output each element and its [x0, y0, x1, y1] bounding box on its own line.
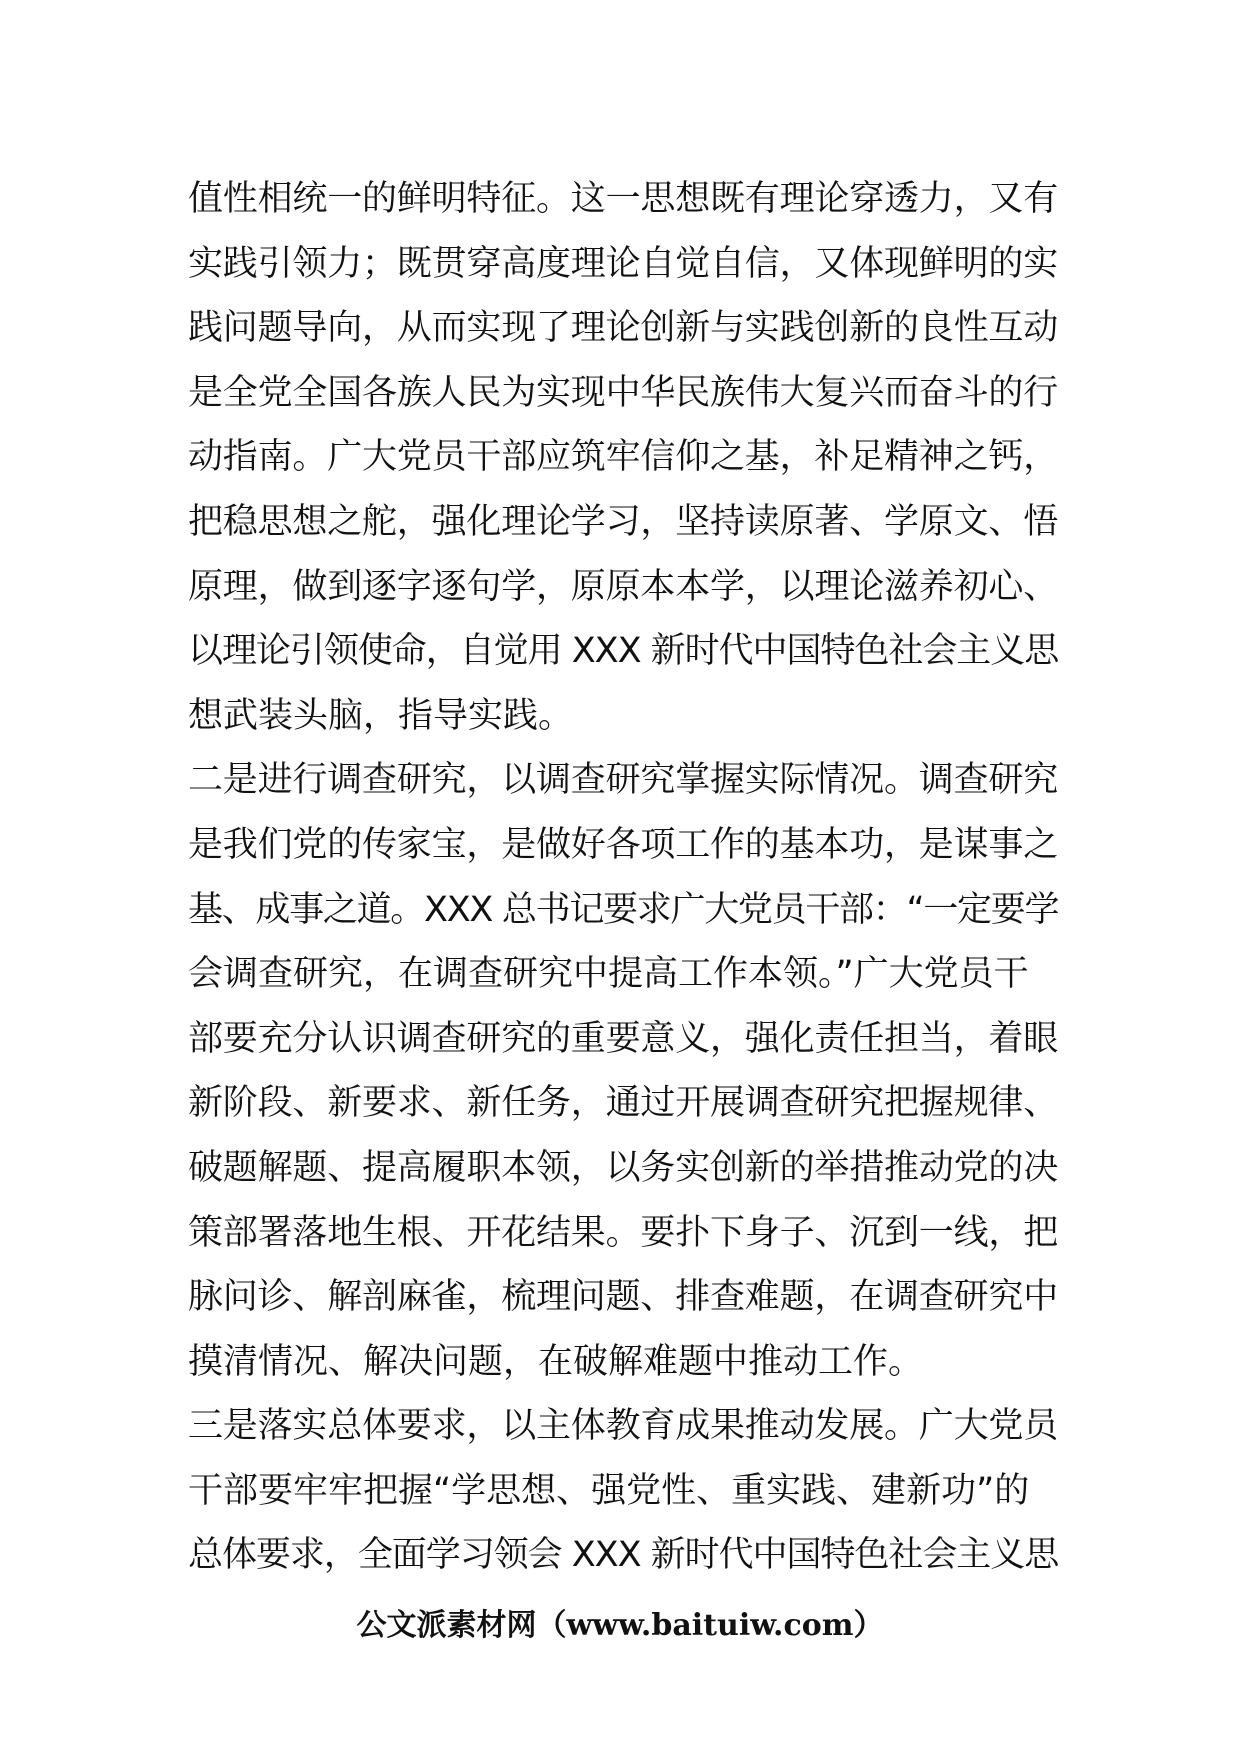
body-text [188, 167, 1058, 1588]
text-line-7: 原理，做到逐字逐句学，原原本本学，以理论滋养初心、 [188, 566, 1059, 607]
text-line-12: 基、成事之道。XXX 总书记要求广大党员干部：“一定要学 [188, 889, 1059, 930]
text-line-3: 践问题导向，从而实现了理论创新与实践创新的良性互动 [188, 308, 1059, 349]
text-line-13: 会调查研究，在调查研究中提高工作本领。”广大党员干 [188, 954, 1029, 995]
text-line-9: 想武装头脑，指导实践。 [188, 695, 574, 736]
text-line-17: 策部署落地生根、开花结果。要扑下身子、沉到一线，把 [188, 1212, 1059, 1253]
text-line-4: 是全党全国各族人民为实现中华民族伟大复兴而奋斗的行 [188, 372, 1059, 413]
text-line-8: 以理论引领使命，自觉用 XXX 新时代中国特色社会主义思 [188, 631, 1059, 672]
text-line-1: 值性相统一的鲜明特征。这一思想既有理论穿透力，又有 [188, 179, 1059, 219]
text-line-5: 动指南。广大党员干部应筑牢信仰之基，补足精神之钙， [188, 437, 1059, 478]
page-footer: 公文派素材网（www.baituiw.com） [356, 1608, 884, 1643]
text-line-19: 摸清情况、解决问题，在破解难题中推动工作。 [188, 1341, 924, 1382]
text-line-14: 部要充分认识调查研究的重要意义，强化责任担当，着眼 [188, 1018, 1059, 1059]
text-line-15: 新阶段、新要求、新任务，通过开展调查研究把握规律、 [188, 1083, 1059, 1124]
text-line-10: 二是进行调查研究，以调查研究掌握实际情况。调查研究 [188, 760, 1059, 801]
text-line-11: 是我们党的传家宝，是做好各项工作的基本功，是谋事之 [188, 824, 1059, 865]
text-line-2: 实践引领力；既贯穿高度理论自觉自信，又体现鲜明的实 [188, 243, 1059, 284]
text-line-6: 把稳思想之舵，强化理论学习，坚持读原著、学原文、悟 [188, 501, 1059, 542]
text-line-16: 破题解题、提高履职本领，以务实创新的举措推动党的决 [188, 1147, 1059, 1188]
text-line-21: 干部要牢牢把握“学思想、强党性、重实践、建新功”的 [188, 1470, 1030, 1511]
text-line-18: 脉问诊、解剖麻雀，梳理问题、排查难题，在调查研究中 [188, 1277, 1059, 1318]
text-line-20: 三是落实总体要求，以主体教育成果推动发展。广大党员 [188, 1406, 1059, 1447]
text-line-22: 总体要求，全面学习领会 XXX 新时代中国特色社会主义思 [188, 1535, 1059, 1576]
